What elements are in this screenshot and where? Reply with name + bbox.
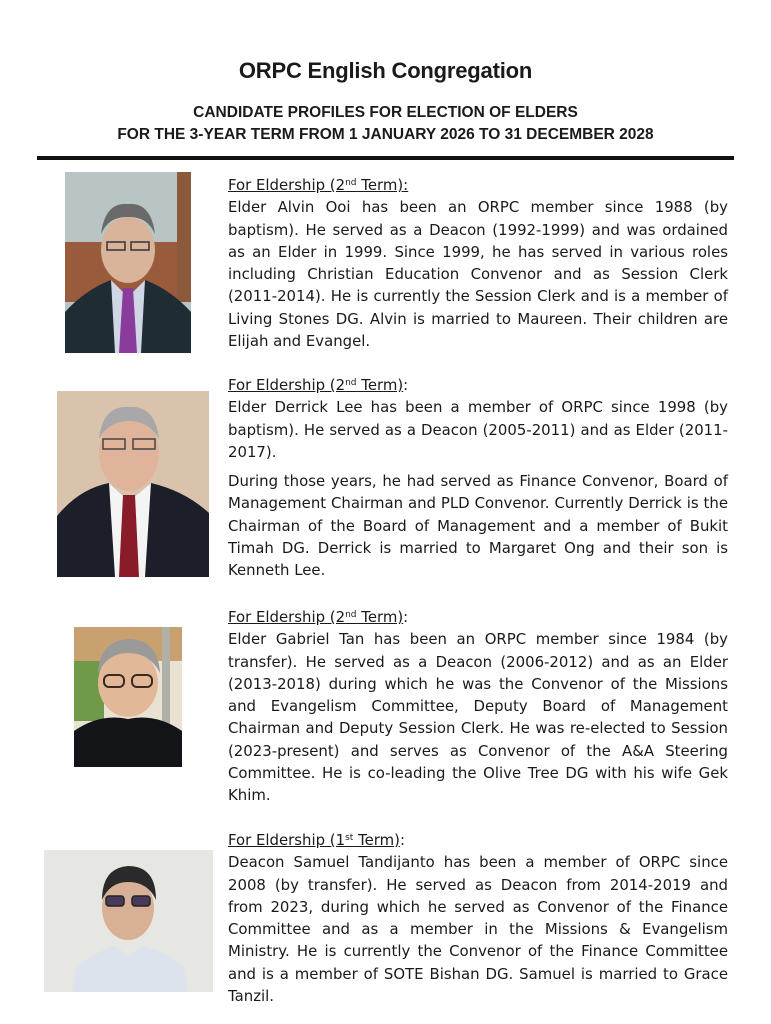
candidate-bio bbox=[228, 196, 728, 352]
page-subtitle-line-1: CANDIDATE PROFILES FOR ELECTION OF ELDERS bbox=[193, 104, 578, 121]
candidate-bio bbox=[228, 396, 728, 581]
term-heading: For Eldership (1st Term): bbox=[228, 831, 405, 849]
bio-paragraph: Elder Alvin Ooi has been an ORPC member since 1988 (by baptism). He served as a Deacon (1992-1999) and was ordained as an Elder in 1999. Since 1999, he has served in various roles including Christian Education Convenor and as Session Clerk (2011-2014). He is currently the Session Clerk and is a member of Living Stones DG. Alvin is married to Maureen. Their children are Elijah and Evangel. bbox=[228, 198, 728, 351]
term-heading: For Eldership (2nd Term): bbox=[228, 176, 409, 194]
portrait-image bbox=[74, 627, 182, 767]
candidate-profile-gabriel-tan bbox=[228, 606, 728, 807]
portrait-image bbox=[44, 850, 213, 992]
portrait-image bbox=[57, 391, 209, 577]
term-heading: For Eldership (2nd Term): bbox=[228, 608, 409, 626]
portrait-image bbox=[65, 172, 191, 353]
bio-paragraph: During those years, he had served as Finance Convenor, Board of Management Chairman and PLD Convenor. Currently Derrick is the Chairman of the Board of Management and a member of Bukit Timah DG. Derrick is married to Margaret Ong and their son is Kenneth Lee. bbox=[228, 472, 728, 580]
bio-paragraph: Deacon Samuel Tandijanto has been a member of ORPC since 2008 (by transfer). He served as Deacon from 2014-2019 and from 2023, during which he served as Convenor of the Finance Committee and as a member in the Missions & Evangelism Ministry. He is currently the Convenor of the Finance Committee and is a member of SOTE Bishan DG. Samuel is married to Grace Tanzil. bbox=[228, 853, 728, 1006]
page-title: ORPC English Congregation bbox=[238, 58, 533, 83]
candidate-photo-derrick-lee bbox=[57, 391, 209, 577]
bio-paragraph: Elder Derrick Lee has been a member of ORPC since 1998 (by baptism). He served as a Deacon (2005-2011) and as Elder (2011-2017). bbox=[228, 398, 728, 461]
term-heading: For Eldership (2nd Term): bbox=[228, 376, 409, 394]
candidate-profile-derrick-lee bbox=[228, 374, 728, 582]
candidate-bio bbox=[228, 628, 728, 806]
bio-paragraph: Elder Gabriel Tan has been an ORPC member since 1984 (by transfer). He served as a Deacon (2006-2012) and as an Elder (2013-2018) during which he was the Convenor of the Missions and Evangelism Committee, Deputy Board of Management Chairman and Deputy Session Clerk. He was re-elected to Session (2023-present) and serves as Convenor of the A&A Steering Committee. He is co-leading the Olive Tree DG with his wife Gek Khim. bbox=[228, 630, 728, 805]
header-divider bbox=[37, 156, 734, 160]
candidate-photo-gabriel-tan bbox=[74, 627, 182, 767]
candidate-bio bbox=[228, 851, 728, 1007]
candidate-profile-samuel-tandijanto bbox=[228, 829, 728, 1007]
page-subtitle-line-2: FOR THE 3-YEAR TERM FROM 1 JANUARY 2026 TO 31 DECEMBER 2028 bbox=[117, 126, 654, 143]
candidate-profile-alvin-ooi bbox=[228, 174, 728, 352]
candidate-photo-samuel-tandijanto bbox=[44, 850, 213, 992]
candidate-photo-alvin-ooi bbox=[65, 172, 191, 353]
